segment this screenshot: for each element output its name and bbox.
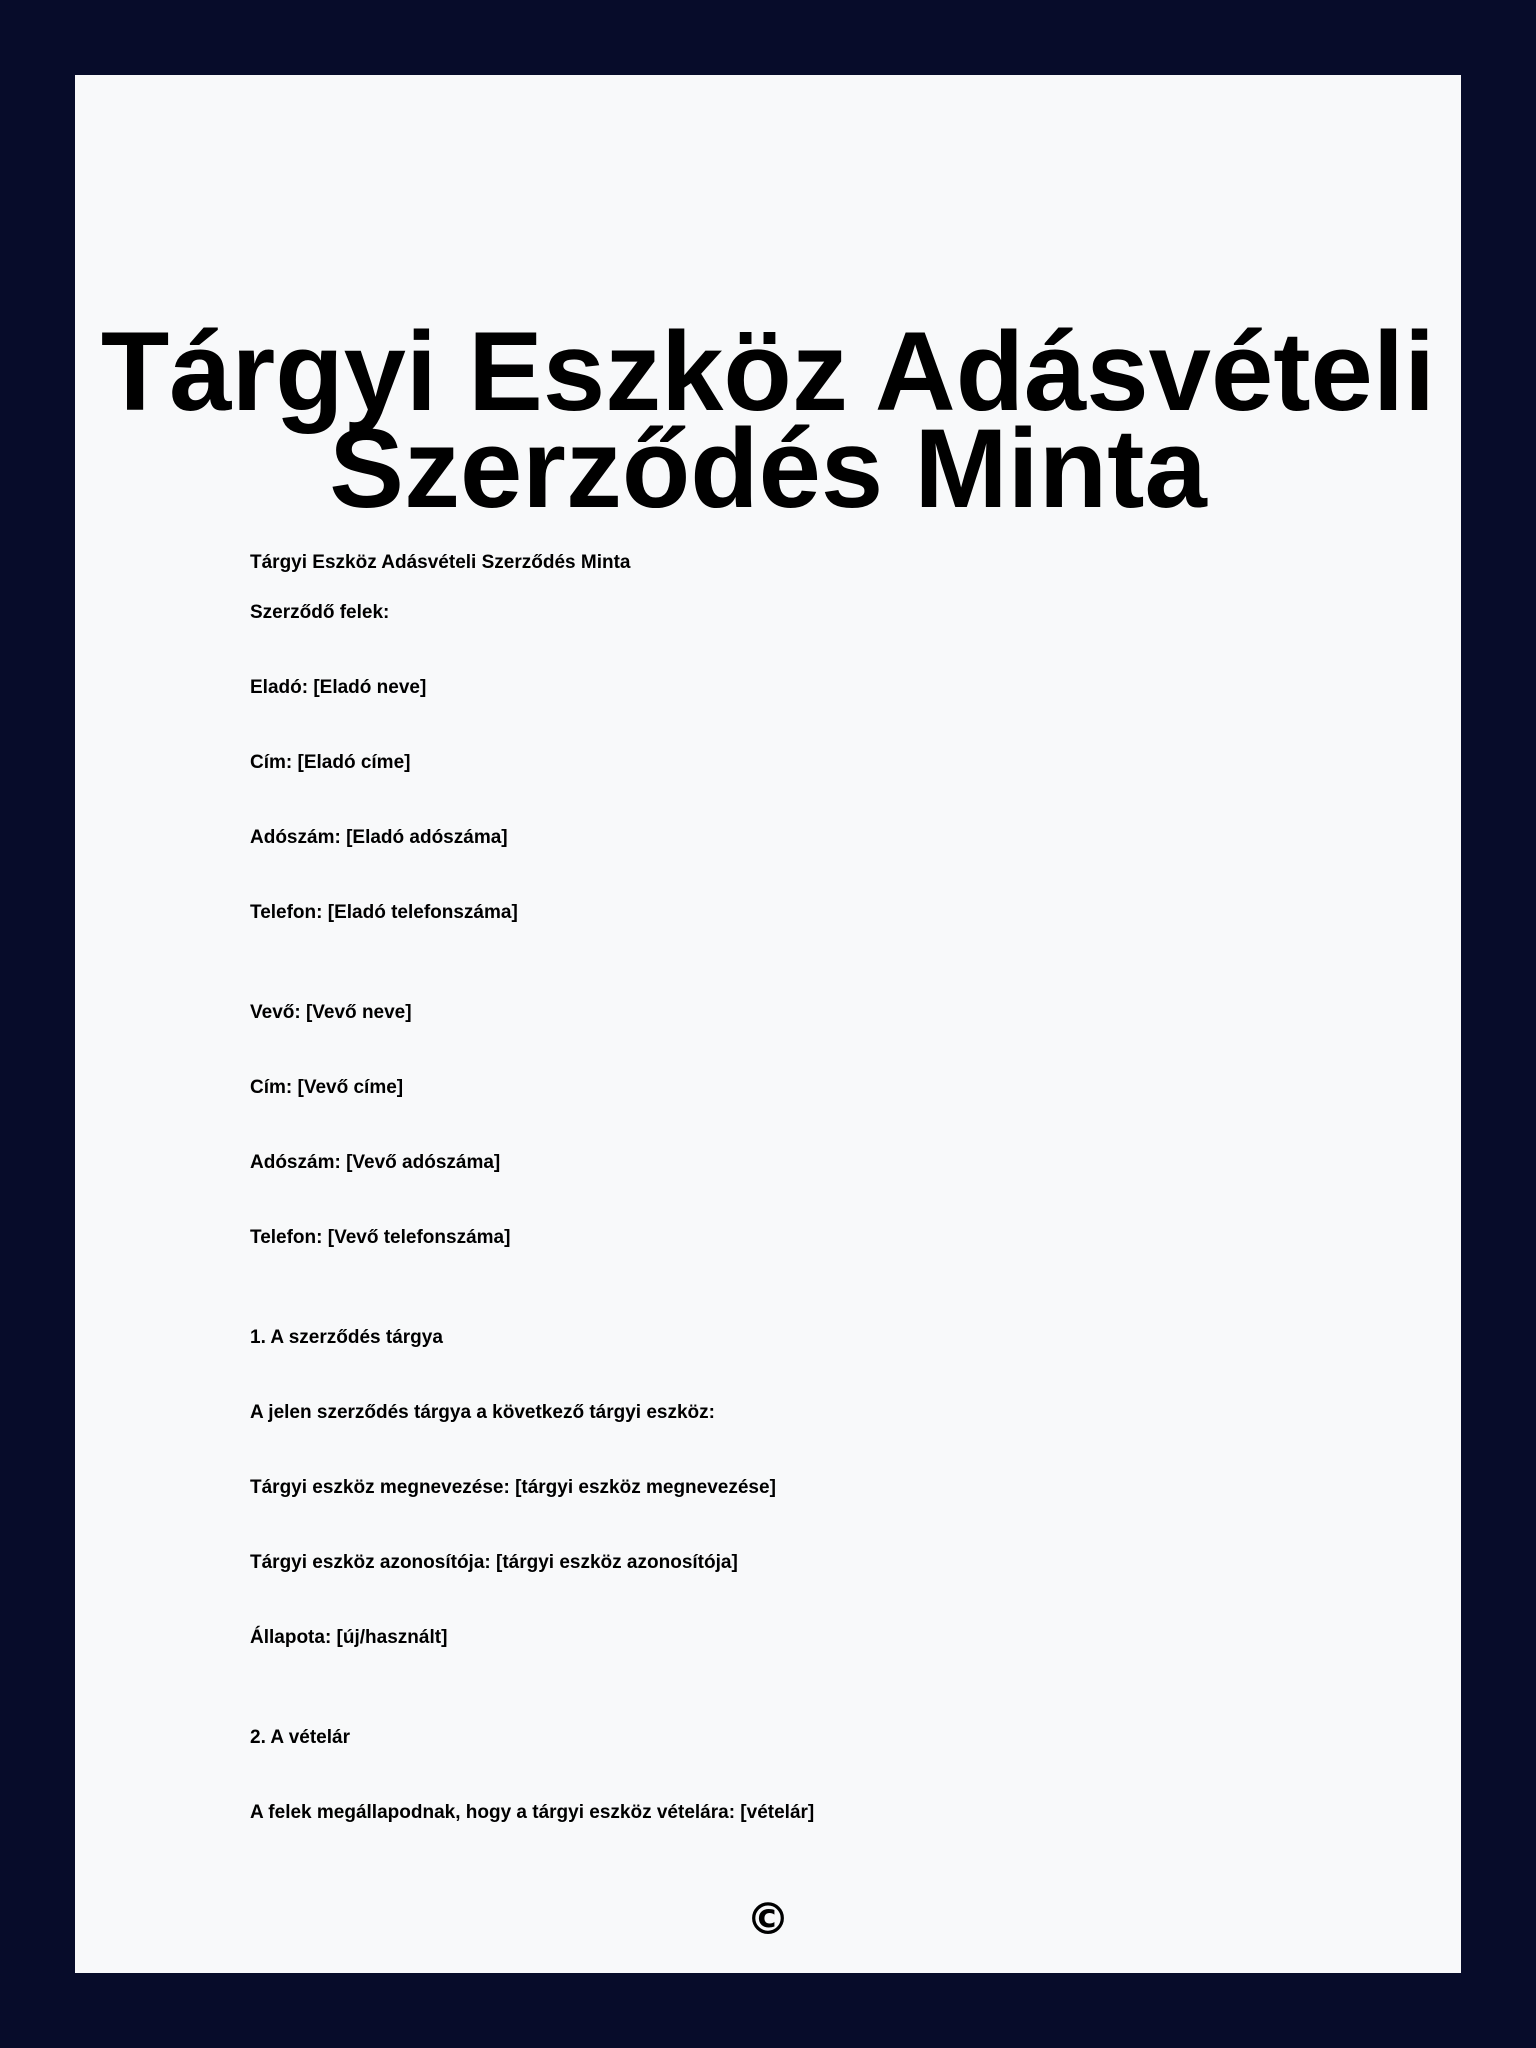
document-heading — [75, 309, 1461, 531]
purchase-price: A felek megállapodnak, hogy a tárgyi eszköz vételára: [vételár] — [250, 1802, 815, 1823]
seller-name: Eladó: [Eladó neve] — [250, 677, 427, 698]
document-page — [75, 75, 1461, 1973]
seller-address: Cím: [Eladó címe] — [250, 752, 411, 773]
buyer-phone: Telefon: [Vevő telefonszáma] — [250, 1227, 511, 1248]
contract-subtitle: Tárgyi Eszköz Adásvételi Szerződés Minta — [250, 552, 631, 573]
asset-name: Tárgyi eszköz megnevezése: [tárgyi eszköz megnevezése] — [250, 1477, 776, 1498]
buyer-tax-number: Adószám: [Vevő adószáma] — [250, 1152, 501, 1173]
seller-tax-number: Adószám: [Eladó adószáma] — [250, 827, 508, 848]
copyright-icon: © — [746, 1894, 790, 1945]
document-heading-line-2: Szerződés Minta — [329, 406, 1207, 531]
buyer-address: Cím: [Vevő címe] — [250, 1077, 404, 1098]
asset-condition: Állapota: [új/használt] — [250, 1627, 448, 1648]
section-2-heading: 2. A vételár — [250, 1727, 350, 1748]
parties-heading: Szerződő felek: — [250, 602, 390, 623]
section-1-heading: 1. A szerződés tárgya — [250, 1327, 443, 1348]
document-heading-line-1: Tárgyi Eszköz Adásvételi — [100, 309, 1436, 434]
asset-identifier: Tárgyi eszköz azonosítója: [tárgyi eszköz azonosítója] — [250, 1552, 738, 1573]
buyer-name: Vevő: [Vevő neve] — [250, 1002, 412, 1023]
section-1-intro: A jelen szerződés tárgya a következő tárgyi eszköz: — [250, 1402, 715, 1423]
seller-phone: Telefon: [Eladó telefonszáma] — [250, 902, 518, 923]
